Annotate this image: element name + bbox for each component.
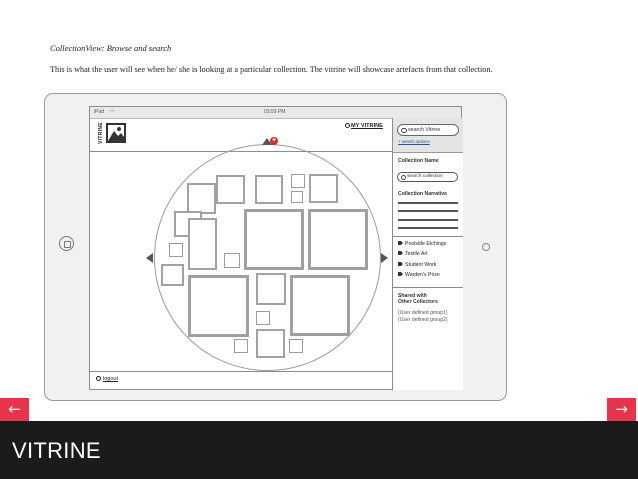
wifi-icon: ◠ [110,109,115,115]
shared-with-heading: Shared with [398,293,427,299]
artefact-tile[interactable] [244,209,304,270]
my-vitrine-label: MY VITRINE [351,123,383,129]
collection-narrative-heading: Collection Narrative [398,191,448,197]
artefact-tile[interactable] [289,339,303,353]
artefact-tile[interactable] [234,339,248,353]
footer-divider [90,371,392,372]
my-vitrine-link[interactable] [345,123,383,129]
logout-link[interactable] [96,376,118,382]
collection-name-heading: Collection Name [398,158,439,164]
artefact-tile[interactable] [291,174,305,188]
group-link[interactable]: (User defined group2) [398,317,448,323]
narrative-text-line [398,202,458,204]
group-link[interactable]: (User defined group1) [398,310,448,316]
artefact-tile[interactable] [169,243,183,257]
search-input[interactable]: search Vitrine [397,124,459,136]
next-arrow-icon[interactable] [381,253,388,263]
tag-item[interactable] [398,272,440,278]
artefact-tile[interactable] [255,175,283,204]
tag-item[interactable] [398,262,436,268]
app-screen [89,106,462,390]
artefact-tile[interactable] [188,275,249,337]
logout-label: logout [103,376,118,382]
user-icon [345,123,350,128]
collection-search-input[interactable]: search collection [397,172,458,182]
footer-title: VITRINE [12,438,101,463]
artefact-tile[interactable] [256,329,285,358]
clock: 03:59 PM [264,109,286,115]
previous-slide-button[interactable]: ← [0,398,29,421]
footer-bar [0,421,638,479]
artefact-tile[interactable] [216,175,245,204]
sidebar-divider [393,236,463,237]
camera-icon [482,243,490,251]
artefact-tile[interactable] [290,275,350,336]
tag-label: Student Work [405,262,437,268]
image-icon [106,123,126,143]
slide-title: CollectionView: Browse and search [50,43,172,53]
artefact-tile[interactable] [224,253,240,268]
tag-item[interactable] [398,241,446,247]
previous-arrow-icon[interactable] [146,253,153,263]
brand-logo[interactable] [94,121,127,147]
artefact-tile[interactable] [309,174,338,203]
artefact-tile[interactable] [291,191,303,203]
search-options-link[interactable]: + search options [398,139,430,144]
carrier-label: iPad [94,109,105,115]
tag-icon [398,272,403,276]
add-artefact-icon[interactable]: + [271,137,277,144]
brand-name: VITRINE [97,122,104,144]
sidebar [392,118,463,390]
artefact-tile[interactable] [308,209,368,270]
tag-label: Poolside Etchings [405,241,447,247]
artefact-tile[interactable] [188,218,217,270]
other-collectors-heading: Other Collectors [398,299,438,305]
sidebar-search-panel [393,118,463,153]
next-slide-button[interactable]: → [607,398,636,421]
tag-icon [398,241,403,245]
tag-icon [398,251,403,255]
narrative-text-line [398,219,458,221]
artefact-tile[interactable] [256,311,270,325]
tag-label: Textile Art [405,251,428,257]
home-button[interactable] [59,236,74,251]
tag-icon [398,262,403,266]
narrative-text-line [398,210,458,212]
artefact-tile[interactable] [256,273,286,305]
artefact-tile[interactable] [187,183,216,214]
tag-label: Warden's Prize [405,272,440,278]
slide-description: This is what the user will see when he/ she is looking at a particular collection. The vitrine will showcase artefacts from that collection. [50,65,493,74]
power-icon [96,376,101,381]
artefact-tile[interactable] [161,264,184,286]
tag-item[interactable] [398,251,428,257]
narrative-text-line [398,227,458,229]
sidebar-divider [393,287,463,288]
